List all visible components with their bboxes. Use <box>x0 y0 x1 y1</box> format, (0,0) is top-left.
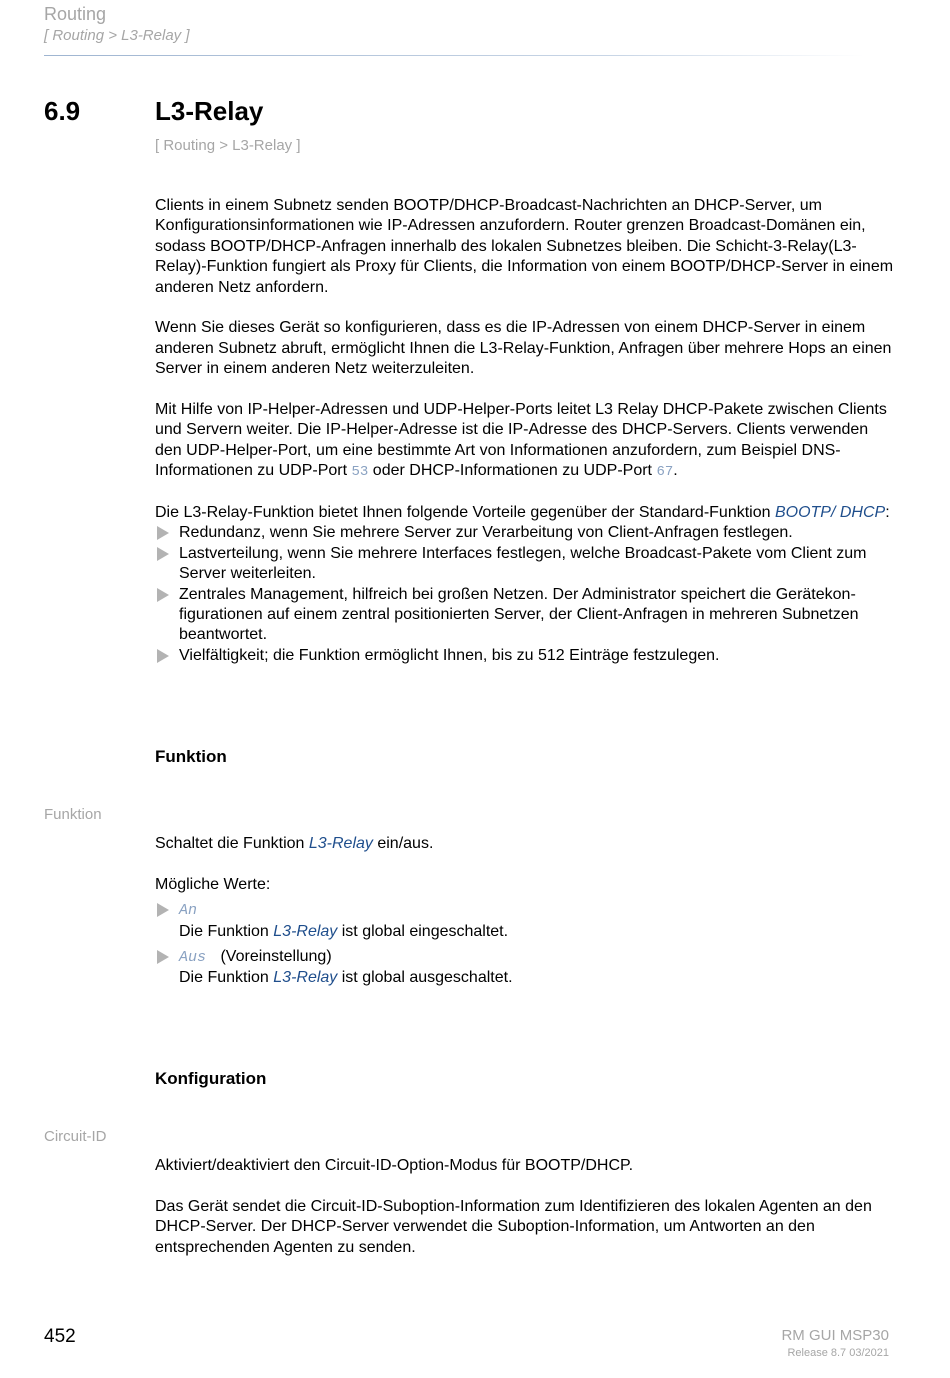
value-aus-desc-start: Die Funktion <box>179 969 274 987</box>
footer-doc-title: RM GUI MSP30 <box>781 1327 889 1344</box>
advantages-list <box>155 523 895 666</box>
footer-release: Release 8.7 03/2021 <box>787 1347 889 1359</box>
intro-paragraph-4 <box>155 503 895 523</box>
intro-paragraph-3 <box>155 400 895 483</box>
possible-values-label: Mögliche Werte: <box>155 875 271 893</box>
section-number: 6.9 <box>44 96 81 126</box>
value-an: An <box>179 902 198 920</box>
funktion-block <box>155 834 895 989</box>
value-option-an <box>155 900 895 942</box>
values-list <box>155 900 895 989</box>
konfiguration-block <box>155 1156 895 1258</box>
konfiguration-heading: Konfiguration <box>155 1069 267 1088</box>
running-header-breadcrumb: [ Routing > L3-Relay ] <box>44 27 190 44</box>
l3-relay-link[interactable]: L3-Relay <box>308 835 373 852</box>
intro-p3-text-start: Mit Hilfe von IP-Helper-Adressen und UDP-Helper-Ports leitet L3 Relay DHCP-Pakete zwischen Clients und Servern weiter. Die IP-Helper-Adresse ist die IP-Adresse des DHCP-Servers. Clients verwenden den UDP-Helper-Port, um eine bestimmte Art von Informationen anzufordern, zum Beispiel DNS-Informationen zu UDP-Port <box>155 401 887 480</box>
list-item <box>155 585 895 646</box>
value-aus-desc <box>179 969 513 986</box>
list-item-text: Vielfältigkeit; die Funktion ermöglicht Ihnen, bis zu 512 Einträge festzulegen. <box>179 646 720 664</box>
circuit-id-description: Aktiviert/deaktiviert den Circuit-ID-Option-Modus für BOOTP/DHCP. <box>155 1157 634 1174</box>
triangle-bullet-icon <box>157 547 169 561</box>
value-option-aus <box>155 947 895 989</box>
intro-paragraph-1: Clients in einem Subnetz senden BOOTP/DHCP-Broadcast-Nachrichten an DHCP-Server, um Konfigurationsinformationen wie IP-Adressen anzufordern. Router grenzen Broadcast-Domänen ein, sodass BOOTP/DHCP-Anfragen innerhalb des lokalen Subnetzes bleiben. Die Schicht-3-Relay(L3-Relay)-Funktion fungiert als Proxy für Clients, die Information von einem BOOTP/DHCP-Server in einem anderen Netz anfordern. <box>155 197 894 296</box>
value-aus: Aus <box>179 949 207 967</box>
bootp-dhcp-link[interactable]: BOOTP/ DHCP <box>774 504 886 522</box>
section-title: L3-Relay <box>155 96 264 126</box>
udp-port-dhcp: 67 <box>656 464 674 481</box>
triangle-bullet-icon <box>157 903 169 917</box>
circuit-id-details: Das Gerät sendet die Circuit-ID-Suboption-Information zum Identifizieren des lokalen Agenten an den DHCP-Server. Der DHCP-Server verwendet die Suboption-Information, um Antworten an den entsprechenden Agenten zu senden. <box>155 1197 872 1256</box>
funktion-heading: Funktion <box>155 747 227 766</box>
intro-paragraph-2: Wenn Sie dieses Gerät so konfigurieren, dass es die IP-Adressen von einem DHCP-Server in einem anderen Subnetz abruft, ermöglicht Ihnen die L3-Relay-Funktion, Anfragen über mehrere Hops an einen Server in einem anderen Netz weiterzuleiten. <box>155 319 892 378</box>
triangle-bullet-icon <box>157 950 169 964</box>
header-divider <box>44 55 864 56</box>
l3-relay-link[interactable]: L3-Relay <box>273 969 338 987</box>
list-item <box>155 523 895 543</box>
funktion-desc-start: Schaltet die Funktion <box>155 835 309 852</box>
intro-p3-text-end: . <box>673 462 678 480</box>
value-an-desc-start: Die Funktion <box>179 922 274 940</box>
value-aus-desc-end: ist global ausgeschaltet. <box>337 969 513 987</box>
l3-relay-link[interactable]: L3-Relay <box>273 922 338 940</box>
running-header-title: Routing <box>44 4 107 24</box>
list-item-text: Redundanz, wenn Sie mehrere Server zur Verarbeitung von Client-Anfragen festlegen. <box>179 524 793 542</box>
udp-port-dns: 53 <box>351 464 369 481</box>
funktion-description <box>155 834 895 854</box>
intro-p3-text-mid: oder DHCP-Informationen zu UDP-Port <box>368 462 657 480</box>
list-item <box>155 646 895 666</box>
list-item <box>155 544 895 585</box>
funktion-margin-label: Funktion <box>44 806 102 823</box>
list-item-text: Zentrales Management, hilfreich bei großen Netzen. Der Administrator speichert die Gerätekon-figurationen auf einem zentral positionierten Server, der Client-Anfragen in mehreren Subnetzen beantwortet. <box>179 585 859 644</box>
intro-p4-text-end: : <box>885 504 890 522</box>
value-an-desc <box>179 923 508 940</box>
circuit-id-margin-label: Circuit-ID <box>44 1128 107 1145</box>
intro-block <box>155 196 895 666</box>
default-setting-note: (Voreinstellung) <box>220 948 332 966</box>
triangle-bullet-icon <box>157 588 169 602</box>
triangle-bullet-icon <box>157 649 169 663</box>
funktion-desc-end: ein/aus. <box>372 835 434 852</box>
triangle-bullet-icon <box>157 526 169 540</box>
list-item-text: Lastverteilung, wenn Sie mehrere Interfaces festlegen, welche Broadcast-Pakete vom Client zum Server weiterleiten. <box>179 544 867 583</box>
value-an-desc-end: ist global eingeschaltet. <box>337 922 509 940</box>
intro-p4-text-start: Die L3-Relay-Funktion bietet Ihnen folgende Vorteile gegenüber der Standard-Funktion <box>155 504 775 522</box>
section-breadcrumb: [ Routing > L3-Relay ] <box>155 137 301 154</box>
page-number: 452 <box>44 1326 76 1347</box>
